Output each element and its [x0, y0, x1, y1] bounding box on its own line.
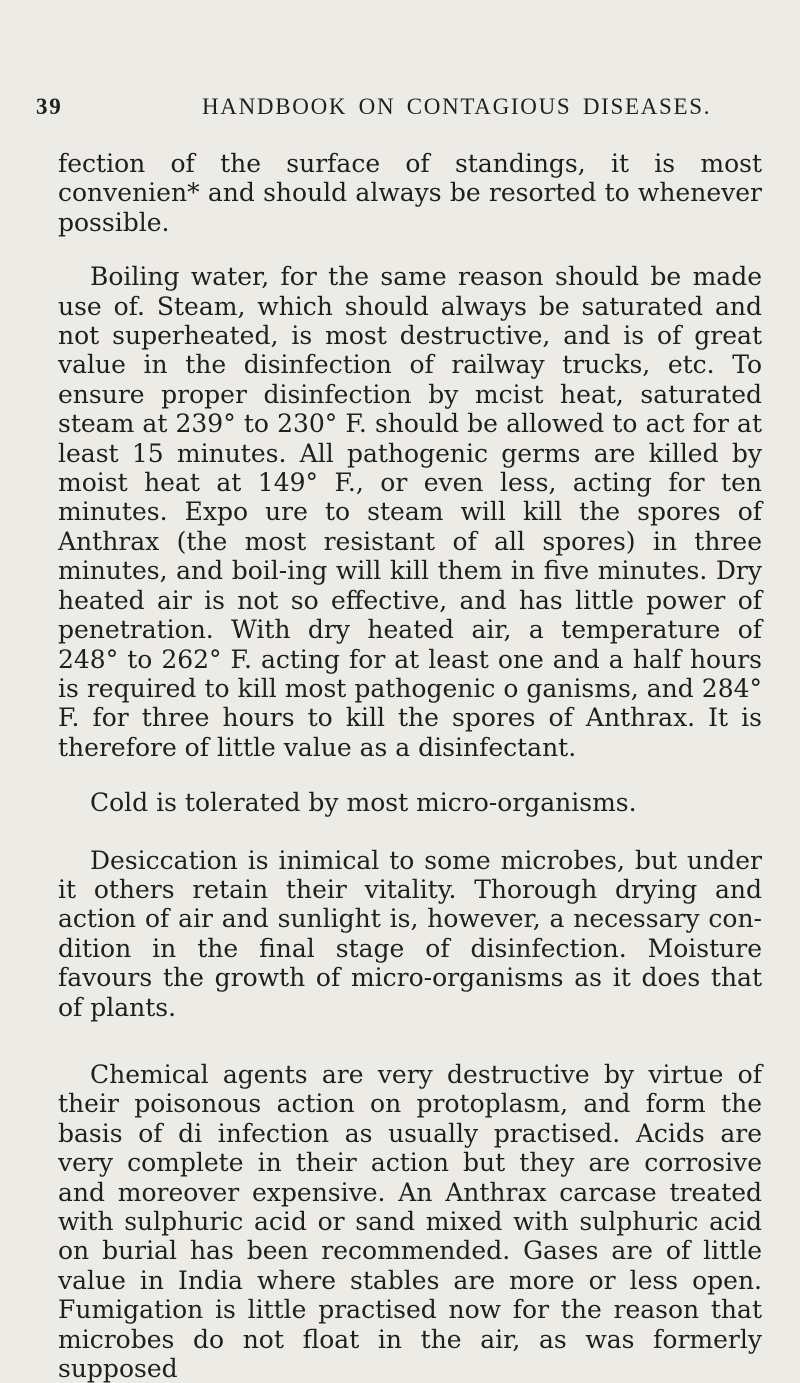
paragraph-gap — [58, 818, 762, 846]
page-number: 39 — [36, 94, 63, 119]
page-header — [0, 94, 800, 134]
paragraph-gap — [58, 762, 762, 788]
paragraph-continued: fection of the surface of standings, it is most convenien* and should always be resorted to whenever possible. — [58, 149, 762, 237]
paragraph-desiccation: Desiccation is inimical to some microbes, but under it others retain their vitality. Thorough drying and action of air and sunlight is, however, a necessary con-dition in the final stage of disinfection. Moisture favours the growth of micro-organisms as it does that of plants. — [58, 845, 762, 1022]
running-head: HANDBOOK ON CONTAGIOUS DISEASES. — [202, 94, 712, 119]
page-content — [58, 149, 762, 1383]
paragraph-chemical-agents: Chemical agents are very destructive by virtue of their poisonous action on protoplasm, and form the basis of di infection as usually practised. Acids are very complete in their action but they are corrosive and moreover expensive. An Anthrax carcase treated with sulphuric acid or sand mixed with sulphuric acid on burial has been recommended. Gases are of little value in India where stables are more or less open. Fumigation is little practised now for the reason that microbes do not float in the air, as was formerly supposed — [58, 1059, 762, 1383]
paragraph-boiling-water: Boiling water, for the same reason should be made use of. Steam, which should always be saturated and not superheated, is most destructive, and is of great value in the disinfection of railway trucks, etc. To ensure proper disinfection by mcist heat, saturated steam at 239° to 230° F. should be allowed to act for at least 15 minutes. All pathogenic germs are killed by moist heat at 149° F., or even less, acting for ten minutes. Expo ure to steam will kill the spores of Anthrax (the most resistant of all spores) in three minutes, and boil-ing will kill them in five minutes. Dry heated air is not so effective, and has little power of penetration. With dry heated air, a temperature of 248° to 262° F. acting for at least one and a half hours is required to kill most pathogenic o ganisms, and 284° F. for three hours to kill the spores of Anthrax. It is therefore of little value as a disinfectant. — [58, 262, 762, 762]
paragraph-gap — [58, 1022, 762, 1060]
paragraph-cold: Cold is tolerated by most micro-organisms. — [90, 788, 637, 818]
